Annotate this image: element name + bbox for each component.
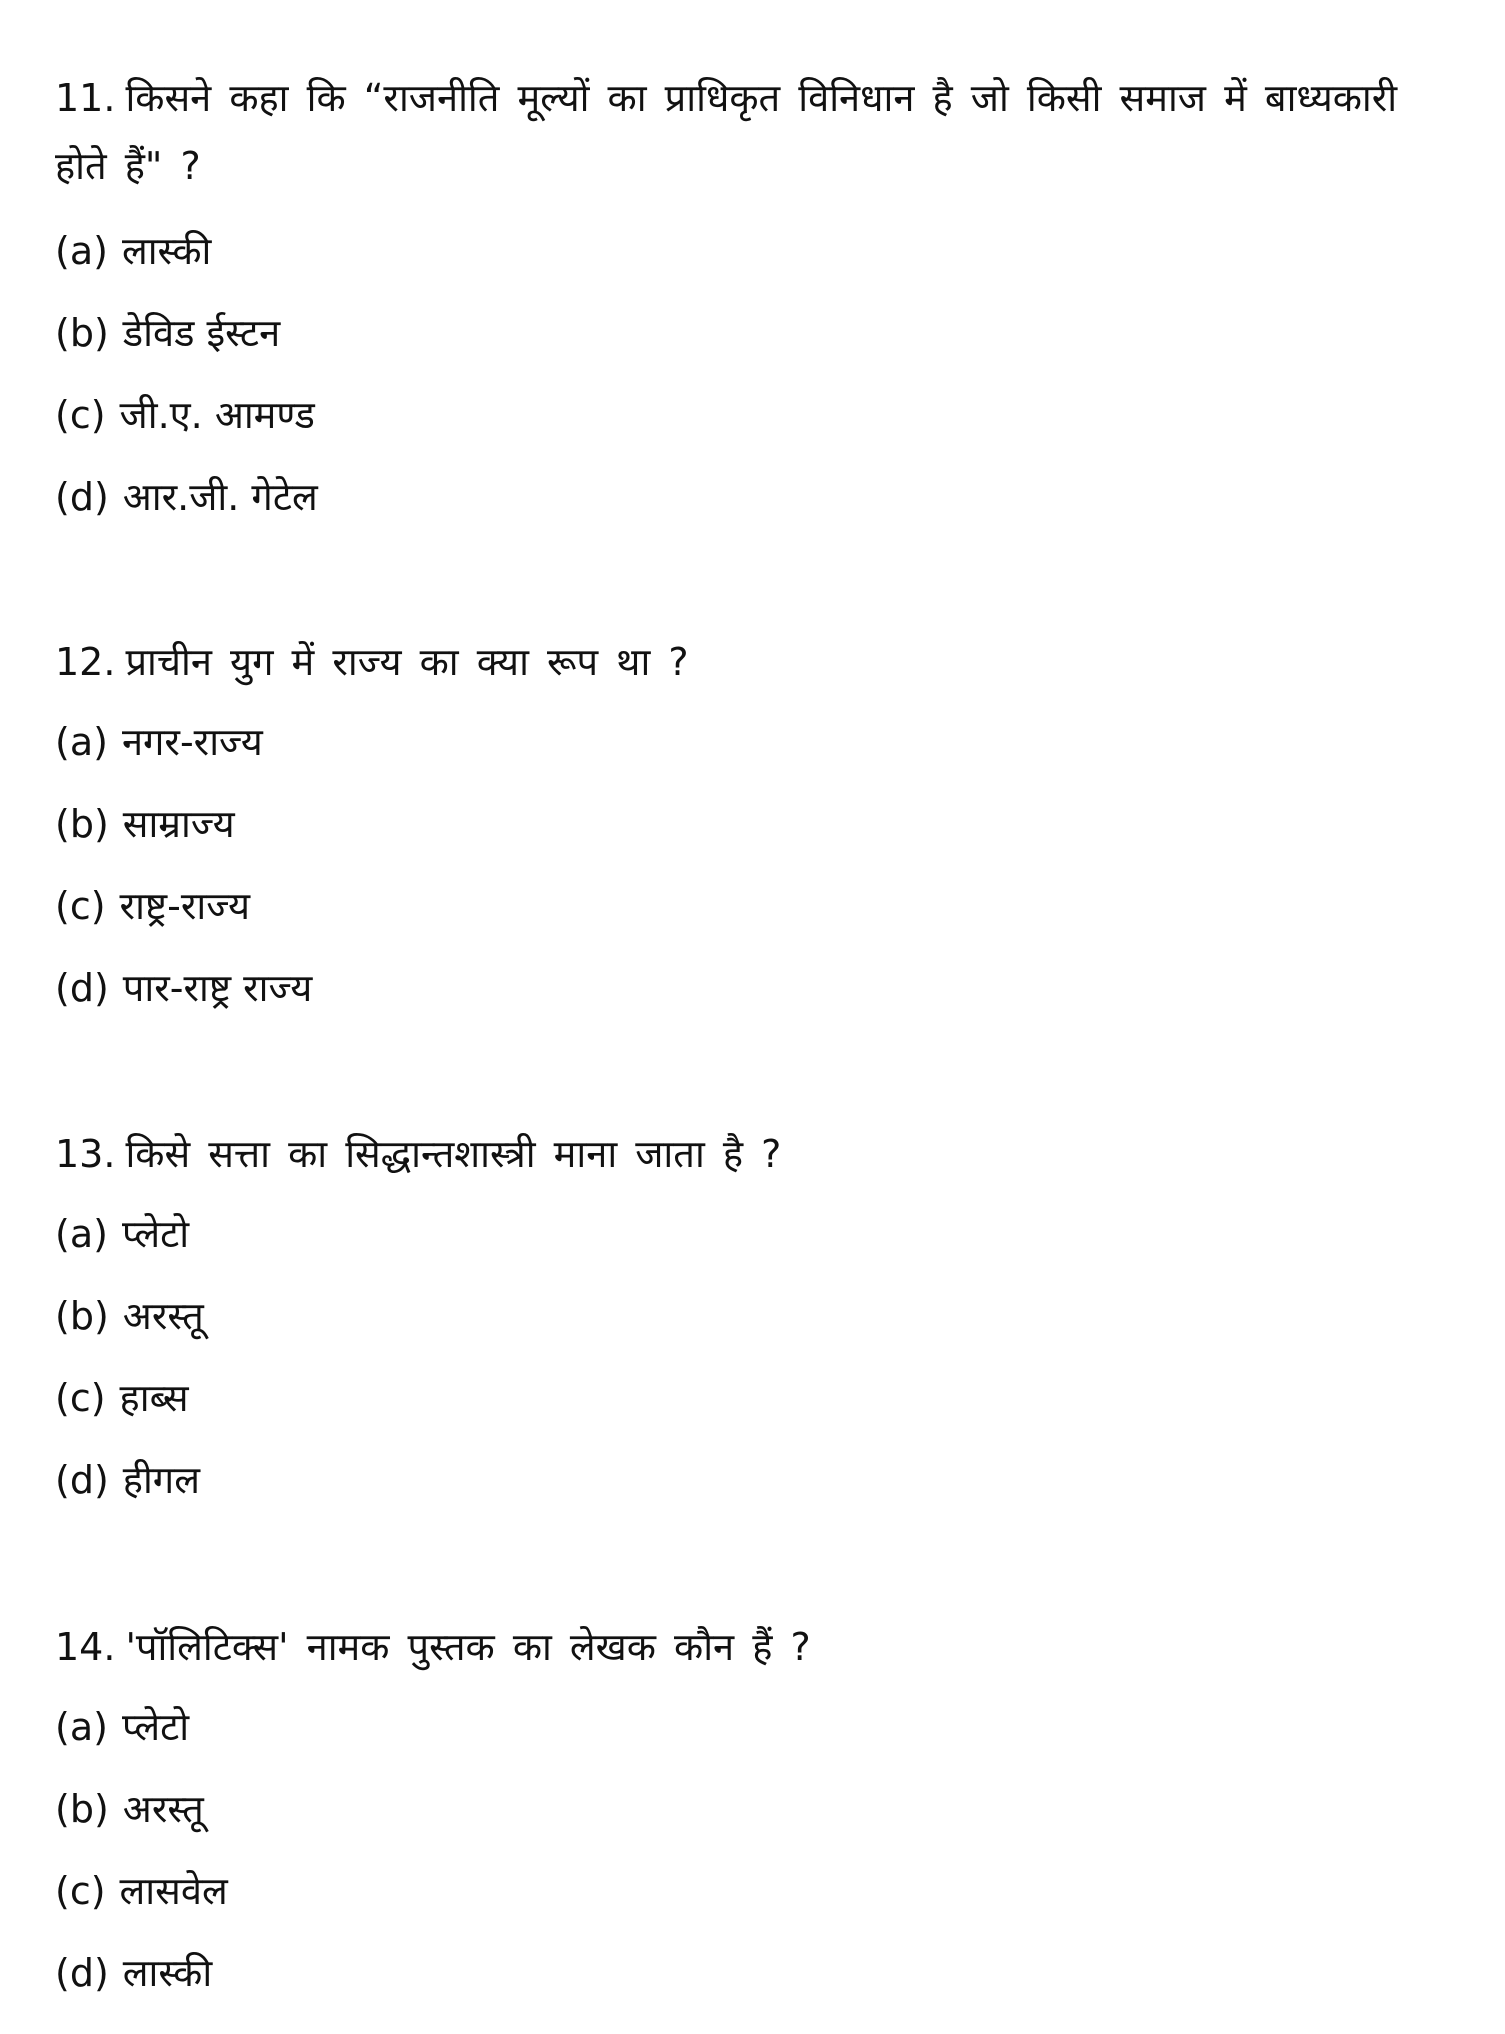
question-12 xyxy=(55,628,1455,1029)
question-text xyxy=(55,64,1455,200)
option-key: (b) xyxy=(55,1787,109,1831)
question-number: 14. xyxy=(55,1625,116,1669)
question-text xyxy=(55,628,1455,696)
question-11 xyxy=(55,64,1455,538)
option-key: (a) xyxy=(55,720,108,764)
option-a xyxy=(55,210,1455,292)
option-key: (d) xyxy=(55,966,109,1010)
question-13 xyxy=(55,1120,1455,1521)
option-b xyxy=(55,783,1455,865)
question-number: 13. xyxy=(55,1132,116,1176)
option-a xyxy=(55,1686,1455,1768)
option-text: साम्राज्य xyxy=(122,802,235,846)
question-text xyxy=(55,1120,1455,1188)
option-d xyxy=(55,1439,1455,1521)
question-body: किसे सत्ता का सिद्धान्तशास्त्री माना जाता है ? xyxy=(125,1132,782,1176)
option-text: आर.जी. गेटेल xyxy=(122,475,318,519)
option-c xyxy=(55,1850,1455,1932)
option-text: पार-राष्ट्र राज्य xyxy=(122,966,313,1010)
question-text xyxy=(55,1613,1455,1681)
question-14 xyxy=(55,1613,1455,2014)
option-key: (b) xyxy=(55,311,109,355)
option-text: डेविड ईस्टन xyxy=(122,311,281,355)
option-d xyxy=(55,1932,1455,2014)
option-text: राष्ट्र-राज्य xyxy=(119,884,250,928)
option-key: (a) xyxy=(55,1705,108,1749)
option-key: (d) xyxy=(55,1951,109,1995)
option-text: प्लेटो xyxy=(121,1212,190,1256)
question-body: 'पॉलिटिक्स' नामक पुस्तक का लेखक कौन हैं ? xyxy=(125,1625,811,1669)
option-b xyxy=(55,1275,1455,1357)
option-a xyxy=(55,1193,1455,1275)
option-key: (c) xyxy=(55,1376,106,1420)
question-number: 12. xyxy=(55,640,116,684)
option-text: हीगल xyxy=(122,1458,200,1502)
option-key: (d) xyxy=(55,1458,109,1502)
option-key: (a) xyxy=(55,229,108,273)
question-body: किसने कहा कि “राजनीति मूल्यों का प्राधिकृत विनिधान है जो किसी समाज में बाध्यकारी होते हैं" ? xyxy=(55,76,1398,188)
option-text: अरस्तू xyxy=(122,1294,204,1338)
option-key: (a) xyxy=(55,1212,108,1256)
option-key: (d) xyxy=(55,475,109,519)
option-b xyxy=(55,1768,1455,1850)
option-key: (b) xyxy=(55,802,109,846)
option-b xyxy=(55,292,1455,374)
option-key: (c) xyxy=(55,393,106,437)
question-number: 11. xyxy=(55,76,116,120)
option-text: जी.ए. आमण्ड xyxy=(119,393,315,437)
option-a xyxy=(55,701,1455,783)
option-text: प्लेटो xyxy=(121,1705,190,1749)
option-text: लासवेल xyxy=(119,1869,228,1913)
option-key: (c) xyxy=(55,884,106,928)
option-c xyxy=(55,865,1455,947)
option-text: नगर-राज्य xyxy=(121,720,263,764)
option-text: लास्की xyxy=(122,1951,213,1995)
question-body: प्राचीन युग में राज्य का क्या रूप था ? xyxy=(125,640,689,684)
option-c xyxy=(55,1357,1455,1439)
option-text: अरस्तू xyxy=(122,1787,204,1831)
option-text: लास्की xyxy=(121,229,212,273)
option-d xyxy=(55,456,1455,538)
option-text: हाब्स xyxy=(119,1376,189,1420)
option-key: (b) xyxy=(55,1294,109,1338)
option-d xyxy=(55,947,1455,1029)
option-c xyxy=(55,374,1455,456)
option-key: (c) xyxy=(55,1869,106,1913)
